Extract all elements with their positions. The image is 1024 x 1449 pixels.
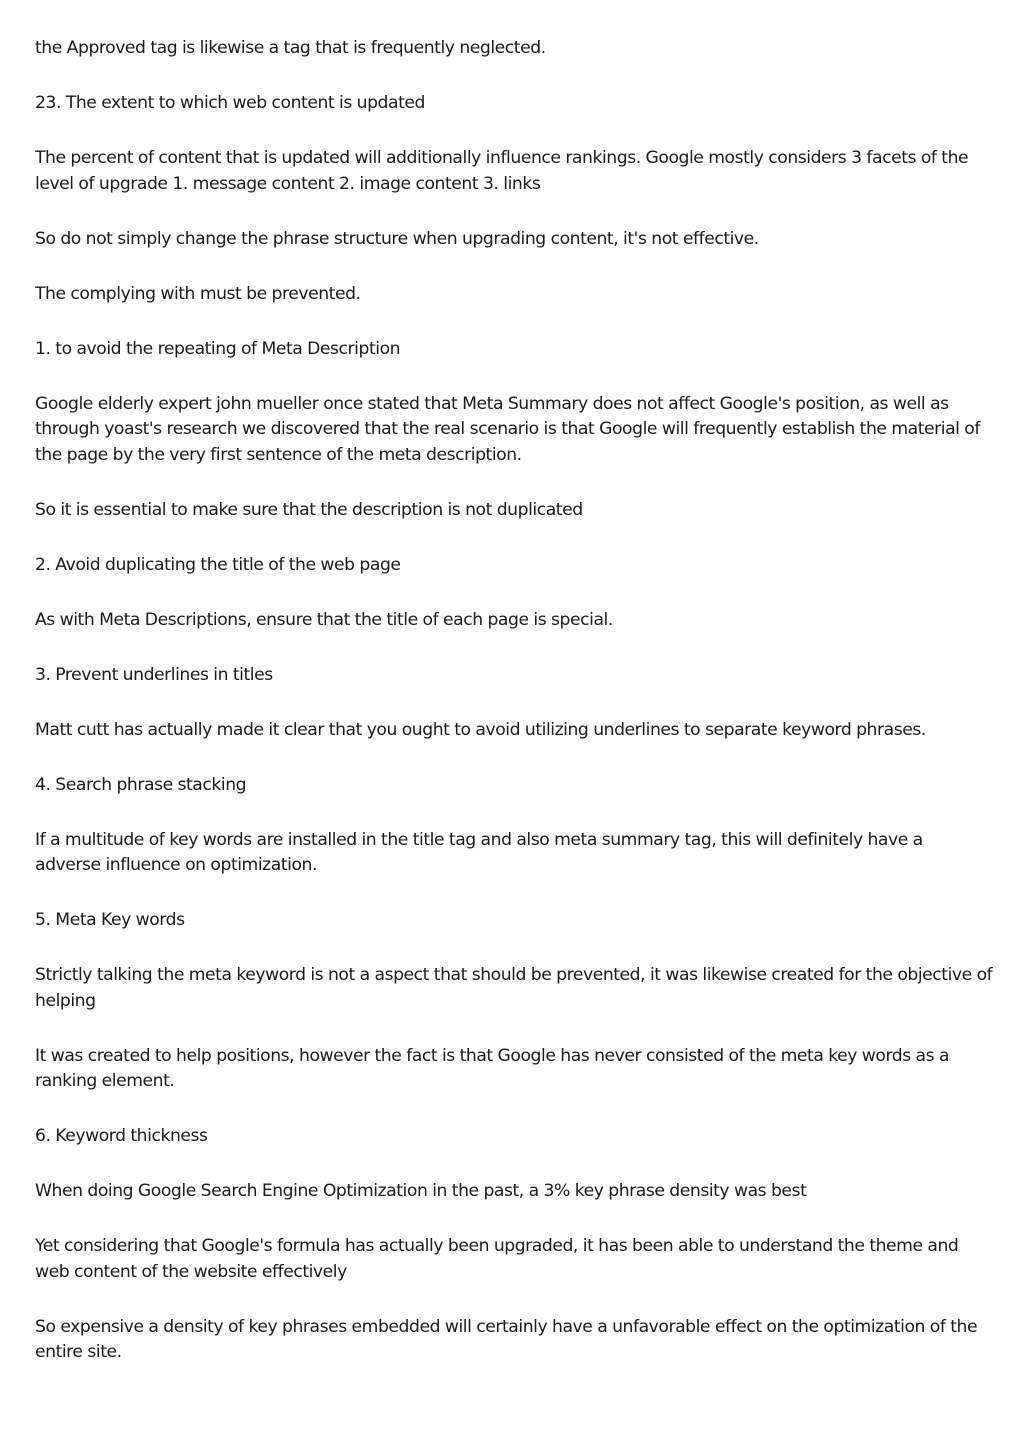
heading-meta-description: 1. to avoid the repeating of Meta Description bbox=[35, 338, 401, 359]
paragraph-john-mueller: Google elderly expert john mueller once stated that Meta Summary does not affect Google's position, as well as through yoast's research we discovered that the real scenario is that Google will frequently establish the material of the page by the very first sentence of the meta description. bbox=[35, 393, 980, 465]
paragraph-percent-updated: The percent of content that is updated will additionally influence rankings. Google mostly considers 3 facets of the level of upgrade 1. message content 2. image content 3. links bbox=[35, 148, 969, 194]
paragraph-keyword-density: When doing Google Search Engine Optimization in the past, a 3% key phrase density was best bbox=[35, 1181, 807, 1201]
paragraph-matt-cutt: Matt cutt has actually made it clear that you ought to avoid utilizing underlines to separate keyword phrases. bbox=[35, 719, 926, 740]
paragraph-phrase-structure: So do not simply change the phrase structure when upgrading content, it's not effective. bbox=[35, 228, 759, 249]
paragraph-key-words-installed: If a multitude of key words are installed in the title tag and also meta summary tag, this will definitely have a adverse influence on optimization. bbox=[35, 829, 923, 875]
heading-underlines: 3. Prevent underlines in titles bbox=[35, 664, 273, 685]
heading-duplicate-title: 2. Avoid duplicating the title of the web page bbox=[35, 554, 401, 575]
heading-phrase-stacking: 4. Search phrase stacking bbox=[35, 774, 247, 795]
paragraph-ranking-element: It was created to help positions, however the fact is that Google has never consisted of the meta key words as a ranking element. bbox=[35, 1045, 950, 1091]
paragraph-density-effect: So expensive a density of key phrases embedded will certainly have a unfavorable effect on the optimization of the entire site. bbox=[35, 1316, 978, 1362]
paragraph-formula-upgraded: Yet considering that Google's formula has actually been upgraded, it has been able to understand the theme and web content of the website effectively bbox=[35, 1236, 959, 1282]
document-body bbox=[35, 36, 993, 1395]
paragraph-description-not-duplicated: So it is essential to make sure that the description is not duplicated bbox=[35, 499, 583, 520]
paragraph-must-be-prevented: The complying with must be prevented. bbox=[35, 283, 361, 304]
heading-meta-key-words: 5. Meta Key words bbox=[35, 910, 185, 930]
heading-content-update-extent: 23. The extent to which web content is updated bbox=[35, 93, 425, 113]
heading-keyword-thickness: 6. Keyword thickness bbox=[35, 1126, 208, 1146]
paragraph-title-special: As with Meta Descriptions, ensure that the title of each page is special. bbox=[35, 609, 613, 630]
paragraph-approved-tag: the Approved tag is likewise a tag that is frequently neglected. bbox=[35, 38, 546, 58]
paragraph-meta-keyword-aspect: Strictly talking the meta keyword is not a aspect that should be prevented, it was likewise created for the objective of helping bbox=[35, 965, 993, 1011]
